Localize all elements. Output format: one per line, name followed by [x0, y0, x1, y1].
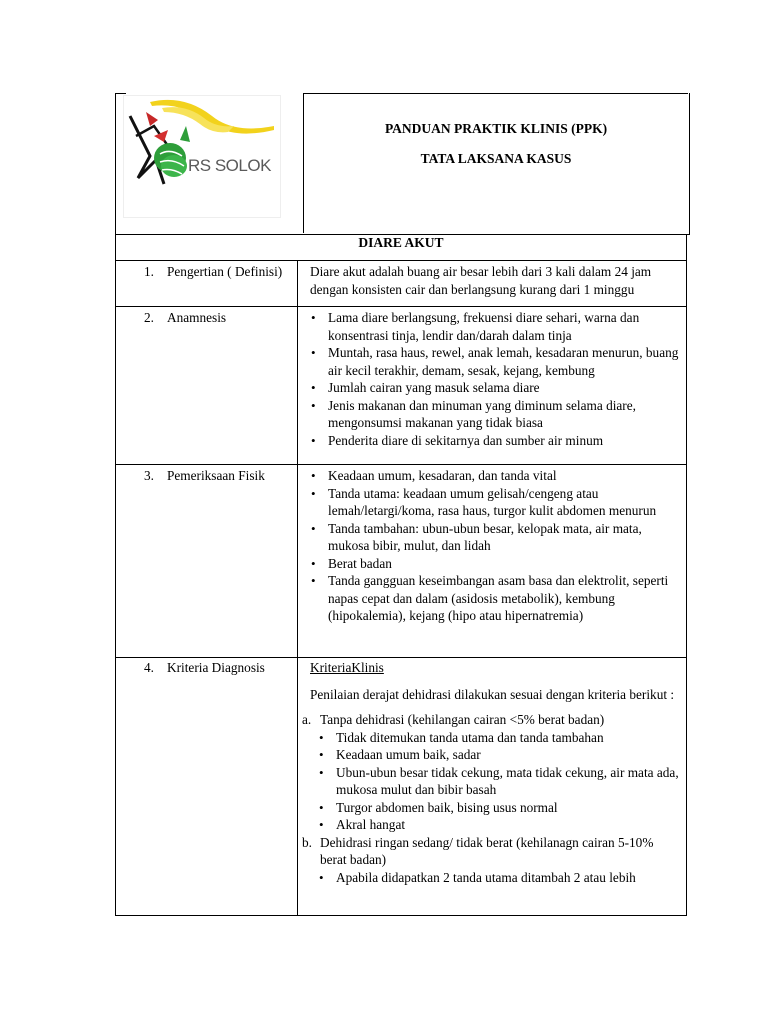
list-item: • Keadaan umum, kesadaran, dan tanda vital	[310, 467, 680, 485]
criteria-item-a: a. Tanpa dehidrasi (kehilangan cairan <5% berat badan)	[302, 712, 605, 727]
document-subtitle: TATA LAKSANA KASUS	[420, 151, 572, 166]
hospital-logo	[124, 96, 280, 217]
list-item: • Tidak ditemukan tanda utama dan tanda tambahan	[318, 729, 680, 747]
row-content-definisi: Diare akut adalah buang air besar lebih dari 3 kali dalam 24 jam dengan konsisten cair dan berlangsung kurang dari 1 minggu	[310, 264, 652, 297]
row-content-pemeriksaan-fisik	[310, 467, 680, 625]
title-cell	[304, 93, 688, 233]
list-item: • Penderita diare di sekitarnya dan sumber air minum	[310, 432, 680, 450]
list-item: • Keadaan umum baik, sadar	[318, 746, 680, 764]
section-intro: Penilaian derajat dehidrasi dilakukan sesuai dengan kriteria berikut :	[310, 686, 675, 702]
ppk-table	[115, 234, 687, 916]
list-item: • Jenis makanan dan minuman yang diminum selama diare, mengonsumsi makanan yang tidak biasa	[310, 397, 680, 432]
row-label-kriteria-diagnosis: 4. Kriteria Diagnosis	[144, 660, 265, 675]
row-content-kriteria-diagnosis	[302, 659, 680, 886]
list-item: • Ubun-ubun besar tidak cekung, mata tidak cekung, air mata ada, mukosa mulut dan bibir basah	[318, 764, 680, 799]
list-item: • Tanda utama: keadaan umum gelisah/cengeng atau lemah/letargi/koma, rasa haus, turgor kulit abdomen menurun	[310, 485, 680, 520]
topic-heading: DIARE AKUT	[116, 234, 686, 261]
row-label-pemeriksaan-fisik: 3. Pemeriksaan Fisik	[144, 468, 265, 483]
list-item: • Muntah, rasa haus, rewel, anak lemah, kesadaran menurun, buang air kecil terakhir, demam, sesak, kejang, kembung	[310, 344, 680, 379]
list-item: • Apabila didapatkan 2 tanda utama ditambah 2 atau lebih	[318, 869, 680, 887]
logo-cell	[116, 93, 304, 233]
list-item: • Akral hangat	[318, 816, 680, 834]
list-item: • Berat badan	[310, 555, 680, 573]
row-label-anamnesis: 2. Anamnesis	[144, 310, 227, 325]
row-content-anamnesis	[310, 309, 680, 449]
list-item: • Lama diare berlangsung, frekuensi diare sehari, warna dan konsentrasi tinja, lendir dan/darah dalam tinja	[310, 309, 680, 344]
row-label-definisi: 1. Pengertian ( Definisi)	[144, 264, 283, 279]
document-title: PANDUAN PRAKTIK KLINIS (PPK)	[384, 121, 608, 136]
logo-text: RS SOLOK	[188, 156, 271, 175]
criteria-item-b: b. Dehidrasi ringan sedang/ tidak berat (kehilanagn cairan 5-10% berat badan)	[302, 834, 654, 867]
list-item: • Jumlah cairan yang masuk selama diare	[310, 379, 680, 397]
section-subtitle: KriteriaKlinis	[310, 660, 384, 675]
list-item: • Tanda gangguan keseimbangan asam basa dan elektrolit, seperti napas cepat dan dalam (asidosis metabolik), kembung (hipokalemia), kejang (hipo atau hipernatremia)	[310, 572, 680, 625]
header-box	[115, 93, 690, 235]
list-item: • Tanda tambahan: ubun-ubun besar, kelopak mata, air mata, mukosa bibir, mulut, dan lidah	[310, 520, 680, 555]
list-item: • Turgor abdomen baik, bising usus normal	[318, 799, 680, 817]
